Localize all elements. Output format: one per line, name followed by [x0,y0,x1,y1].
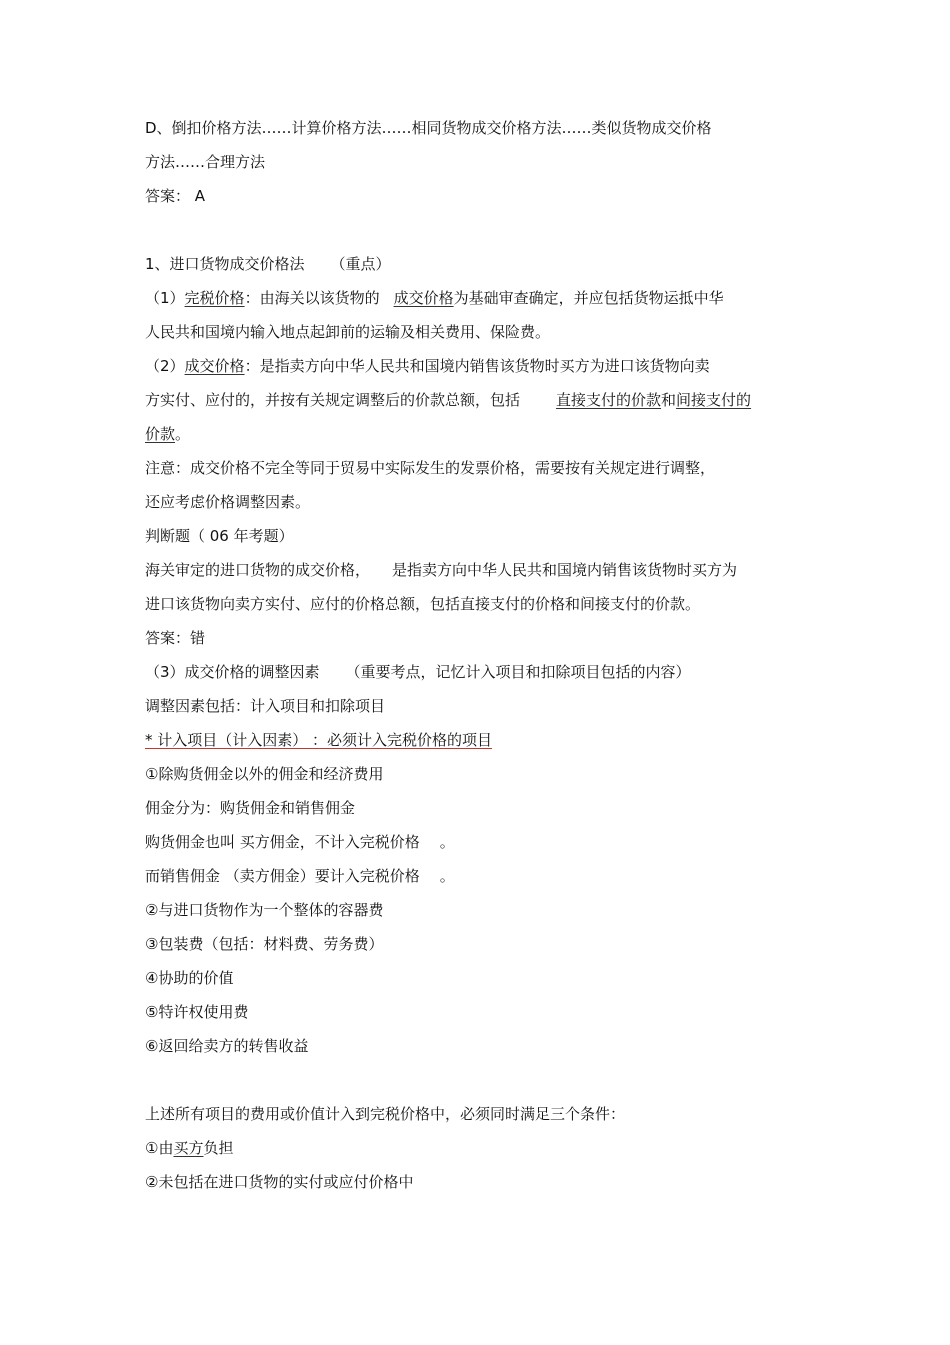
text-span: 海关审定的进口货物的成交价格， [145,561,371,579]
para-transaction-price-end [145,424,190,444]
list-item-2: ②与进口货物作为一个整体的容器费 [145,901,384,919]
text-span: ：由海关以该货物的 [244,289,380,307]
question-line2: 进口该货物向卖方实付、应付的价格总额，包括直接支付的价格和间接支付的价款。 [145,595,701,613]
answer-wrong: 答案：错 [145,629,206,647]
note-line2: 还应考虑价格调整因素。 [145,493,311,511]
text-span: ：是指卖方向中华人民共和国境内销售该货物时买方为进口该货物向卖 [244,357,710,375]
condition-1 [145,1138,233,1158]
included-items-heading [145,730,510,750]
true-false-heading: 判断题（ 06 年考题） [145,527,294,545]
text-span: （重要考点，记忆计入项目和扣除项目包括的内容） [345,663,691,681]
list-item-3: ③包装费（包括：材料费、劳务费） [145,935,384,953]
term-price-amount: 价款 [145,425,176,443]
term-buyer: 买方 [173,1139,204,1157]
note-line1: 注意：成交价格不完全等同于贸易中实际发生的发票价格，需要按有关规定进行调整， [145,459,716,477]
text-span: 购货佣金也叫 买方佣金，不计入完税价格 [145,833,420,851]
condition-2: ②未包括在进口货物的实付或应付价格中 [145,1173,414,1191]
text-span: 负担 [203,1139,234,1157]
text-span: 为基础审查确定，并应包括货物运抵中华 [453,289,724,307]
text-span: 和 [661,391,677,409]
term-dutiable-price: 完税价格 [184,289,245,307]
term-indirect-payment: 间接支付的 [676,391,752,409]
section-note: （重点） [330,255,391,273]
adjustment-intro: 调整因素包括：计入项目和扣除项目 [145,697,386,715]
commission-types: 佣金分为：购货佣金和销售佣金 [145,799,356,817]
item-number: （2） [145,357,185,375]
text-span: （3）成交价格的调整因素 [145,663,320,681]
question-line1 [145,560,737,580]
term-transaction-price-2: 成交价格 [184,357,245,375]
conditions-intro: 上述所有项目的费用或价值计入到完税价格中，必须同时满足三个条件： [145,1105,626,1123]
text-span: 。 [439,867,455,885]
option-d-line2: 方法……合理方法 [145,153,266,171]
item-number: （1） [145,289,185,307]
option-d-line1: D、倒扣价格方法……计算价格方法……相同货物成交价格方法……类似货物成交价格 [145,119,712,137]
text-span: 方实付、应付的，并按有关规定调整后的价款总额，包括 [145,391,521,409]
text-span: ①由 [145,1139,174,1157]
para-dutiable-price [145,288,724,308]
list-item-4: ④协助的价值 [145,969,234,987]
para-transaction-price [145,356,710,376]
text-span: 。 [439,833,455,851]
buying-commission [145,832,455,852]
list-item-6: ⑥返回给卖方的转售收益 [145,1037,309,1055]
adjustment-heading [145,662,691,682]
list-item-1: ①除购货佣金以外的佣金和经济费用 [145,765,384,783]
term-transaction-price: 成交价格 [393,289,454,307]
selling-commission [145,866,455,886]
included-items-title: * 计入项目（计入因素） ：必须计入完税价格的项目 [145,731,493,749]
term-direct-payment: 直接支付的价款 [556,391,662,409]
para-transaction-price-cont [145,390,751,410]
para-dutiable-price-cont: 人民共和国境内输入地点起卸前的运输及相关费用、保险费。 [145,323,551,341]
section-heading [145,254,391,274]
text-span: 而销售佣金 （卖方佣金）要计入完税价格 [145,867,420,885]
text-span: 。 [175,425,191,443]
list-item-5: ⑤特许权使用费 [145,1003,249,1021]
section-title: 1、进口货物成交价格法 [145,255,305,273]
text-span: 是指卖方向中华人民共和国境内销售该货物时买方为 [392,561,738,579]
answer-a: 答案： A [145,187,206,205]
